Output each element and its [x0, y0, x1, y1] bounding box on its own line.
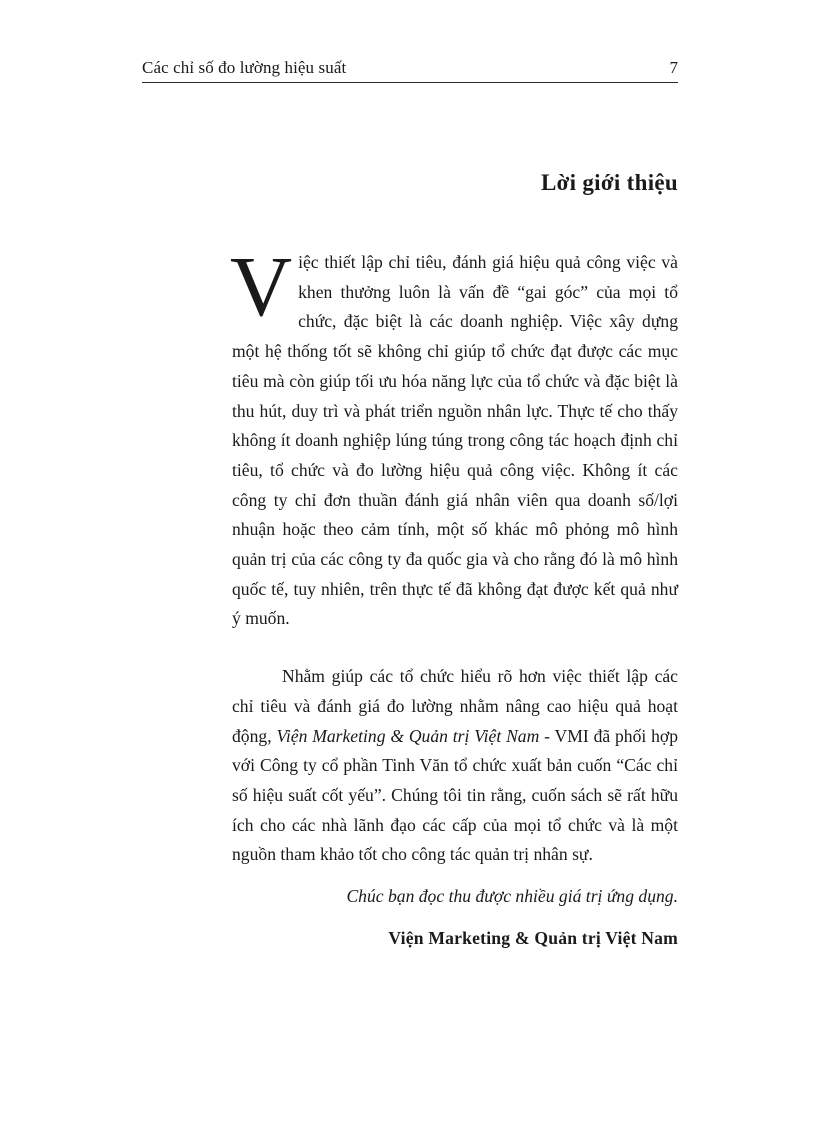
paragraph-gap: [232, 634, 678, 662]
purpose-paragraph-after: - VMI đã phối hợp với Công ty cổ phần Tinh Văn tổ chức xuất bản cuốn “Các chỉ số hiệu suất cốt yếu”. Chúng tôi tin rằng, cuốn sách sẽ rất hữu ích cho các nhà lãnh đạo các cấp của mọi tổ chức và là một nguồn tham khảo tốt cho công tác quản trị nhân sự.: [232, 725, 679, 865]
intro-paragraph: [230, 238, 678, 634]
closing-wish: Chúc bạn đọc thu được nhiều giá trị ứng dụng.: [346, 886, 678, 907]
intro-paragraph-text: iệc thiết lập chỉ tiêu, đánh giá hiệu quả công việc và khen thưởng luôn là vấn đề “gai góc” của mọi tổ chức, đặc biệt là các doanh nghiệp. Việc xây dựng một hệ thống tốt sẽ không chỉ giúp tổ chức đạt được các mục tiêu mà còn giúp tối ưu hóa năng lực của tổ chức và đặc biệt là thu hút, duy trì và phát triển nguồn nhân lực. Thực tế cho thấy không ít doanh nghiệp lúng túng trong công tác hoạch định chỉ tiêu, tổ chức và đo lường hiệu quả công việc. Không ít các công ty chỉ đơn thuần đánh giá nhân viên qua doanh số/lợi nhuận hoặc theo cảm tính, một số khác mô phỏng mô hình quản trị của các công ty đa quốc gia và cho rằng đó là mô hình quốc tế, tuy nhiên, trên thực tế đã không đạt được kết quả như ý muốn.: [232, 252, 678, 629]
running-title: Các chỉ số đo lường hiệu suất: [142, 58, 347, 77]
chapter-heading: Lời giới thiệu: [540, 170, 678, 195]
page-number: 7: [669, 58, 678, 77]
body-text: [230, 238, 679, 953]
purpose-paragraph-before: Nhằm giúp các tổ chức hiểu rõ hơn việc thiết lập các chỉ tiêu và đánh giá đo lường nhằm nâng cao hiệu quả hoạt động,: [232, 666, 678, 746]
institute-name-emphasis: Viện Marketing & Quản trị Việt Nam: [276, 725, 540, 746]
purpose-paragraph: [232, 662, 678, 870]
signature: Viện Marketing & Quản trị Việt Nam: [388, 927, 678, 948]
drop-cap: V: [230, 238, 293, 334]
running-header: [142, 56, 678, 83]
